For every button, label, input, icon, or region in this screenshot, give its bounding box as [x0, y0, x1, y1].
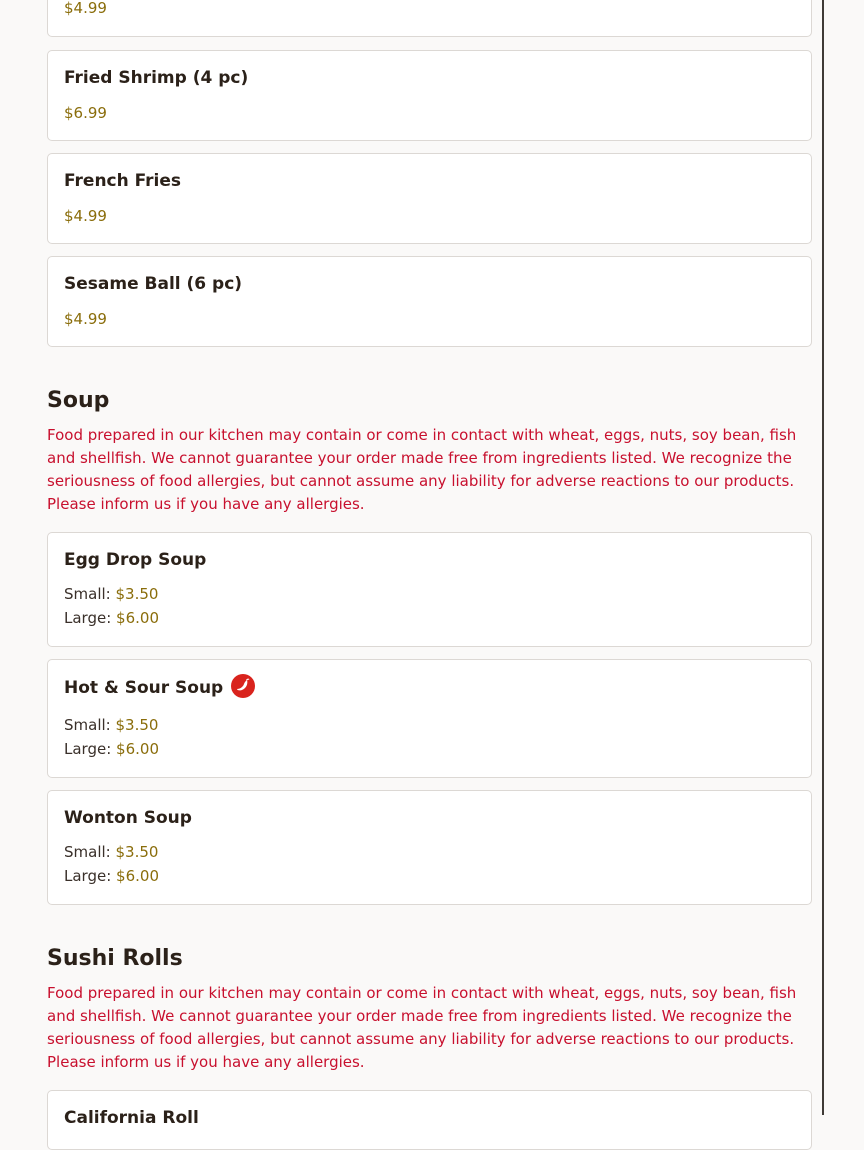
size-price-large: Large: $6.00: [64, 740, 159, 758]
item-name: California Roll: [64, 1108, 199, 1128]
allergy-disclaimer: Food prepared in our kitchen may contain or come in contact with wheat, eggs, nuts, soy bean, fish and shellfish. We cannot guarantee your order made free from ingredients listed. We recognize the seriousness of food allergies, but cannot assume any liability for adverse reactions to our products. Please inform us if you have any allergies.: [47, 426, 797, 513]
section-title-soup: Soup: [47, 388, 110, 413]
menu-item-card[interactable]: [47, 790, 812, 905]
item-name: French Fries: [64, 171, 182, 191]
menu-item-card[interactable]: [47, 256, 812, 347]
menu-item-card[interactable]: [47, 659, 812, 778]
item-name: Hot & Sour Soup: [64, 678, 224, 698]
menu-item-card[interactable]: [47, 153, 812, 244]
item-price: $4.99: [64, 0, 107, 17]
item-name-row: [64, 676, 255, 700]
item-name: Egg Drop Soup: [64, 550, 207, 570]
size-price-small: Small: $3.50: [64, 716, 159, 734]
menu-item-card[interactable]: [47, 1090, 812, 1150]
chili-pepper-icon: [231, 674, 255, 698]
page-edge-divider: [822, 0, 824, 1115]
size-price-small: Small: $3.50: [64, 843, 159, 861]
item-price: $6.99: [64, 104, 107, 122]
size-price-large: Large: $6.00: [64, 609, 159, 627]
menu-item-card[interactable]: [47, 50, 812, 141]
size-price-large: Large: $6.00: [64, 867, 159, 885]
item-price: $4.99: [64, 310, 107, 328]
size-price-small: Small: $3.50: [64, 585, 159, 603]
menu-item-card[interactable]: [47, 532, 812, 647]
item-name: Fried Shrimp (4 pc): [64, 68, 249, 88]
item-name: Sesame Ball (6 pc): [64, 274, 243, 294]
section-title-sushi-rolls: Sushi Rolls: [47, 946, 183, 971]
allergy-disclaimer: Food prepared in our kitchen may contain or come in contact with wheat, eggs, nuts, soy bean, fish and shellfish. We cannot guarantee your order made free from ingredients listed. We recognize the seriousness of food allergies, but cannot assume any liability for adverse reactions to our products. Please inform us if you have any allergies.: [47, 984, 797, 1071]
item-price: $4.99: [64, 207, 107, 225]
menu-item-card[interactable]: [47, 0, 812, 37]
item-name: Wonton Soup: [64, 808, 192, 828]
